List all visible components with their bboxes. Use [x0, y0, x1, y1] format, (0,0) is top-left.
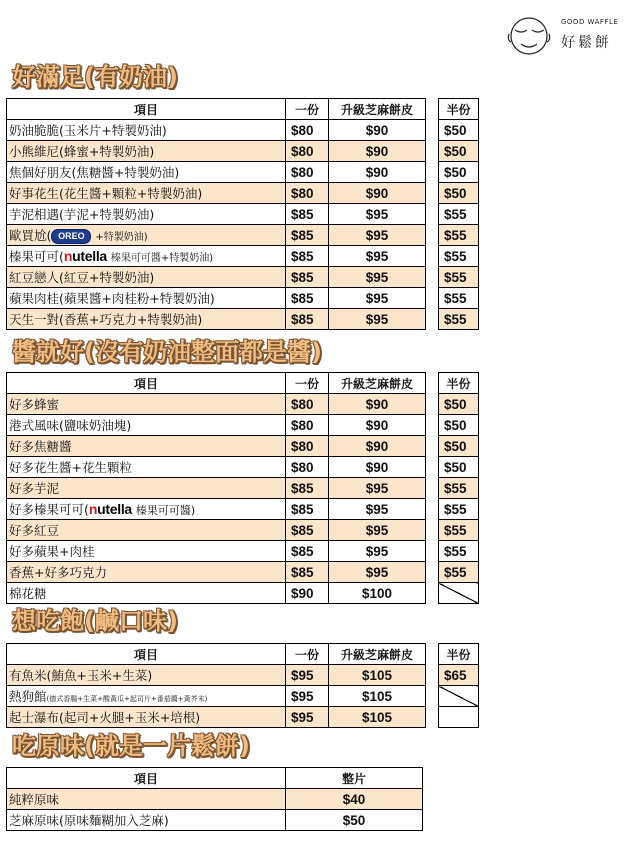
- table-row: 熱狗館(德式香腸+生菜+酸黃瓜+起司片+番茄醬+黃芥末) $95 $105: [7, 686, 479, 707]
- table-row: 小熊維尼(蜂蜜+特製奶油) $80 $90 $50: [7, 141, 479, 162]
- menu-table-plain: [6, 767, 423, 831]
- section-title-with-butter: 好滿足(有奶油): [12, 63, 178, 91]
- table-row: 紅豆戀人(紅豆+特製奶油) $85 $95 $55: [7, 267, 479, 288]
- header-upgrade: 升級芝麻餅皮: [329, 99, 426, 120]
- nutella-logo: nutella: [88, 501, 132, 517]
- header-item: 項目: [7, 99, 286, 120]
- table-row: 好事花生(花生醬+顆粒+特製奶油) $80 $90 $50: [7, 183, 479, 204]
- header-upgrade: 升級芝麻餅皮: [329, 373, 426, 394]
- menu-table-spread: [6, 372, 479, 604]
- logo-english-text: GOOD WAFFLE: [561, 18, 619, 26]
- table-row: 焦個好朋友(焦糖醬+特製奶油) $80 $90 $50: [7, 162, 479, 183]
- header-half: 半份: [439, 644, 479, 665]
- table-row: 棉花糖 $90 $100: [7, 583, 479, 604]
- table-row: 好多紅豆 $85 $95 $55: [7, 520, 479, 541]
- table-row: 有魚米(鮪魚+玉米+生菜) $95 $105 $65: [7, 665, 479, 686]
- table-row: 香蕉+好多巧克力 $85 $95 $55: [7, 562, 479, 583]
- table-header-row: [7, 99, 479, 120]
- table-row: 好多榛果可可(nutella 榛果可可醬) $85 $95 $55: [7, 499, 479, 520]
- table-row: 起士瀑布(起司+火腿+玉米+培根) $95 $105: [7, 707, 479, 728]
- header-item: 項目: [7, 768, 286, 789]
- table-row: 好多蘋果+肉桂 $85 $95 $55: [7, 541, 479, 562]
- table-row: 好多芋泥 $85 $95 $55: [7, 478, 479, 499]
- table-row: 天生一對(香蕉+巧克力+特製奶油) $85 $95 $55: [7, 309, 479, 330]
- header-upgrade: 升級芝麻餅皮: [329, 644, 426, 665]
- oreo-logo: OREO: [51, 229, 91, 244]
- table-row: 好多花生醬+花生顆粒 $80 $90 $50: [7, 457, 479, 478]
- table-row: 港式風味(鹽味奶油塊) $80 $90 $50: [7, 415, 479, 436]
- table-row: 蘋果肉桂(蘋果醬+肉桂粉+特製奶油) $85 $95 $55: [7, 288, 479, 309]
- header-single: 一份: [286, 373, 329, 394]
- header-item: 項目: [7, 373, 286, 394]
- table-row: 芝麻原味(原味麵糊加入芝麻) $50: [7, 810, 423, 831]
- header-half: 半份: [439, 373, 479, 394]
- header-half: 半份: [439, 99, 479, 120]
- section-title-savory: 想吃飽(鹹口味): [12, 607, 178, 635]
- table-row: 奶油脆脆(玉米片+特製奶油) $80 $90 $50: [7, 120, 479, 141]
- menu-table-savory: [6, 643, 479, 728]
- section-title-spread: 醬就好(沒有奶油整面都是醬): [12, 338, 322, 366]
- nutella-logo: nutella: [63, 248, 107, 264]
- table-row: 歐買尬( OREO +特製奶油) $85 $95 $55: [7, 225, 479, 246]
- not-available-cell: [439, 707, 479, 728]
- header-whole: 整片: [286, 768, 423, 789]
- table-row: 芋泥相遇(芋泥+特製奶油) $85 $95 $55: [7, 204, 479, 225]
- table-row: 榛果可可(nutella 榛果可可醬+特製奶油) $85 $95 $55: [7, 246, 479, 267]
- table-header-row: [7, 768, 423, 789]
- table-row: 好多蜂蜜 $80 $90 $50: [7, 394, 479, 415]
- not-available-cell: [439, 583, 479, 604]
- brand-logo: [505, 14, 623, 58]
- table-header-row: [7, 644, 479, 665]
- logo-chinese-text: 好鬆餅: [561, 35, 612, 51]
- header-single: 一份: [286, 99, 329, 120]
- menu-table-with-butter: [6, 98, 479, 330]
- not-available-cell: [439, 686, 479, 707]
- table-header-row: [7, 373, 479, 394]
- header-single: 一份: [286, 644, 329, 665]
- header-item: 項目: [7, 644, 286, 665]
- waffle-face-logo-icon: [505, 14, 557, 58]
- section-title-plain: 吃原味(就是一片鬆餅): [12, 732, 250, 760]
- table-row: 純粹原味 $40: [7, 789, 423, 810]
- table-row: 好多焦糖醬 $80 $90 $50: [7, 436, 479, 457]
